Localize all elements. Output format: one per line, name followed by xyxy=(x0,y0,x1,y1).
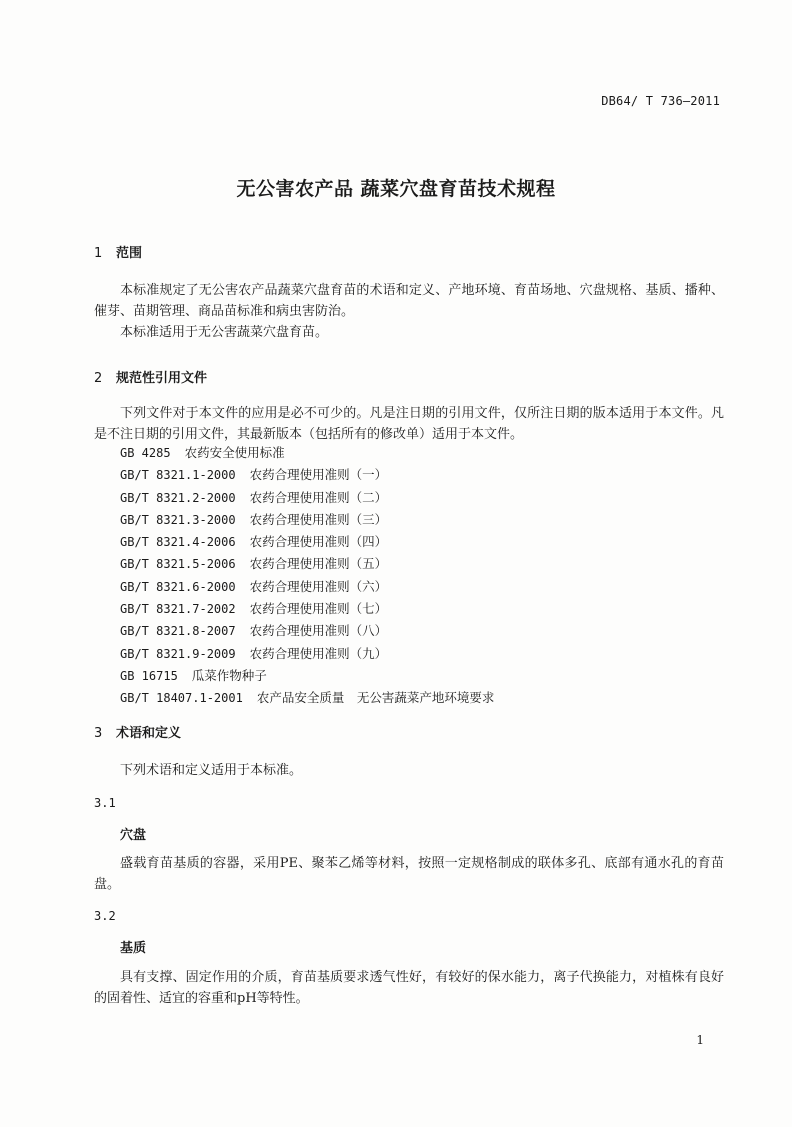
reference-item xyxy=(120,665,720,687)
reference-item xyxy=(120,687,720,709)
section-number: 1 xyxy=(94,246,103,261)
reference-code: GB/T 8321.5-2006 xyxy=(120,557,236,572)
reference-code: GB 4285 xyxy=(120,446,171,460)
reference-name: 农药合理使用准则（一） xyxy=(249,467,388,483)
terms-intro: 下列术语和定义适用于本标准。 xyxy=(120,763,303,778)
reference-code: GB/T 8321.6-2000 xyxy=(120,579,236,594)
reference-item xyxy=(120,487,720,509)
term-definition: 盛载育苗基质的容器，采用PE、聚苯乙烯等材料，按照一定规格制成的联体多孔、底部有通水孔的育苗盘。 xyxy=(94,856,724,892)
reference-item xyxy=(120,464,720,486)
section-number: 3 xyxy=(94,726,103,741)
reference-item xyxy=(120,553,720,575)
reference-item xyxy=(120,620,720,642)
reference-item xyxy=(120,576,720,598)
reference-item xyxy=(120,598,720,620)
term-title: 基质 xyxy=(120,941,147,956)
section-1-heading xyxy=(94,242,142,261)
reference-code: GB/T 8321.2-2000 xyxy=(120,490,236,505)
section-number: 2 xyxy=(94,371,103,386)
reference-name: 农药合理使用准则（五） xyxy=(249,556,388,572)
reference-name: 农产品安全质量 无公害蔬菜产地环境要求 xyxy=(256,690,495,706)
section-3-heading xyxy=(94,722,181,741)
section-2-heading xyxy=(94,367,207,386)
page-title: 无公害农产品 蔬菜穴盘育苗技术规程 xyxy=(236,178,556,200)
reference-name: 农药合理使用准则（四） xyxy=(249,534,388,550)
term-definition: 具有支撑、固定作用的介质，育苗基质要求透气性好，有较好的保水能力，离子代换能力，对植株有良好的固着性、适宜的容重和pH等特性。 xyxy=(94,970,724,1006)
clause-number: 3.1 xyxy=(94,796,116,810)
reference-code: GB/T 18407.1-2001 xyxy=(120,691,243,706)
reference-code: GB/T 8321.9-2009 xyxy=(120,646,236,661)
reference-item xyxy=(120,531,720,553)
reference-name: 农药合理使用准则（六） xyxy=(249,578,388,594)
term-title: 穴盘 xyxy=(120,828,147,843)
reference-code: GB/T 8321.8-2007 xyxy=(120,624,236,639)
references-intro: 下列文件对于本文件的应用是必不可少的。凡是注日期的引用文件，仅所注日期的版本适用于本文件。凡是不注日期的引用文件，其最新版本（包括所有的修改单）适用于本文件。 xyxy=(94,406,724,442)
section-title: 范围 xyxy=(116,246,143,261)
reference-name: 农药合理使用准则（九） xyxy=(249,645,388,661)
section-title: 术语和定义 xyxy=(116,726,182,741)
reference-item xyxy=(120,509,720,531)
scope-paragraph: 本标准规定了无公害农产品蔬菜穴盘育苗的术语和定义、产地环境、育苗场地、穴盘规格、基质、播种、催芽、苗期管理、商品苗标准和病虫害防治。 xyxy=(94,283,724,319)
reference-name: 农药安全使用标准 xyxy=(184,445,285,460)
document-id: DB64/ T 736—2011 xyxy=(601,94,720,108)
reference-item xyxy=(120,442,720,464)
reference-item xyxy=(120,643,720,665)
reference-name: 农药合理使用准则（二） xyxy=(249,489,388,505)
reference-code: GB/T 8321.4-2006 xyxy=(120,535,236,550)
reference-name: 农药合理使用准则（三） xyxy=(249,511,388,527)
reference-code: GB/T 8321.1-2000 xyxy=(120,468,236,483)
reference-name: 农药合理使用准则（八） xyxy=(249,623,388,639)
page-number: 1 xyxy=(696,1033,704,1047)
scope-applicability: 本标准适用于无公害蔬菜穴盘育苗。 xyxy=(120,325,329,340)
reference-code: GB/T 8321.3-2000 xyxy=(120,512,236,527)
reference-name: 瓜菜作物种子 xyxy=(191,667,267,683)
reference-list xyxy=(120,442,720,710)
clause-number: 3.2 xyxy=(94,909,116,923)
section-title: 规范性引用文件 xyxy=(116,371,208,386)
reference-name: 农药合理使用准则（七） xyxy=(249,601,388,617)
reference-code: GB/T 8321.7-2002 xyxy=(120,602,236,617)
reference-code: GB 16715 xyxy=(120,668,178,683)
